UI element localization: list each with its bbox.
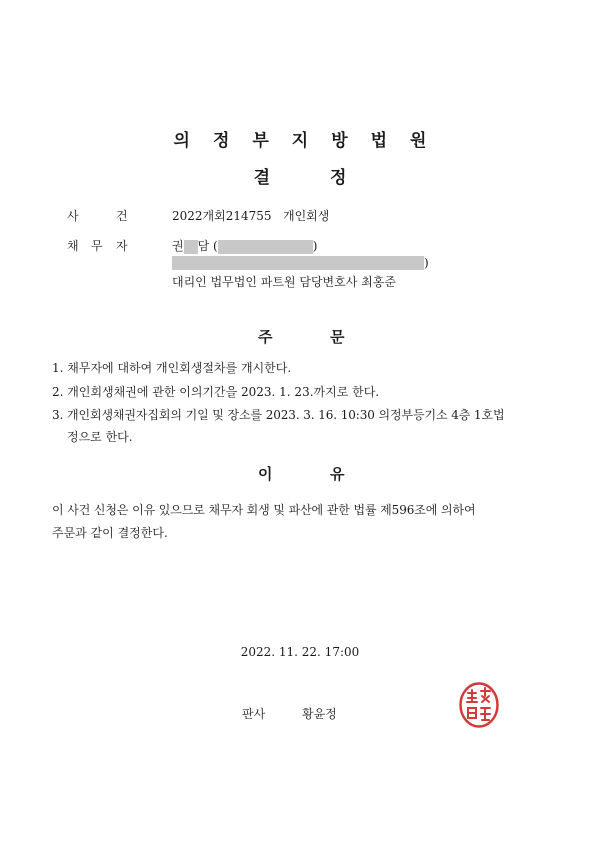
name-redaction — [184, 240, 198, 254]
id-redaction — [218, 240, 313, 254]
judge-title: 판사 — [242, 707, 266, 721]
reason-text: 이 사건 신청은 이유 있으므로 채무자 회생 및 파산에 관한 법률 제596조에 의하여 — [52, 503, 476, 517]
address-close-paren: ) — [424, 256, 429, 270]
judge-seal-icon — [459, 682, 499, 728]
case-type: 개인회생 — [283, 209, 330, 223]
debtor-label-2: 무 — [91, 239, 103, 253]
case-number-value: 2022개회214755 — [172, 209, 272, 223]
order-item: 1. 채무자에 대하여 개인회생절차를 개시한다. — [52, 361, 292, 375]
debtor-id-close-paren: ) — [312, 239, 318, 253]
court-name: 의정부지방법원 — [173, 131, 450, 151]
judge-name: 황윤정 — [302, 707, 337, 721]
order-item: 3. 개인회생채권자집회의 기일 및 장소를 2023. 3. 16. 10:30 의정부등기소 4층 1호법 — [52, 408, 505, 422]
debtor-label-1: 채 — [67, 239, 79, 253]
representative: 대리인 법무법인 파트원 담당변호사 최홍준 — [172, 275, 396, 289]
reason-text: 주문과 같이 결정한다. — [52, 526, 168, 540]
order-item: 2. 개인회생채권에 관한 이의기간을 2023. 1. 23.까지로 한다. — [52, 385, 380, 399]
debtor-id-open-paren: ( — [213, 239, 218, 253]
decision-date: 2022. 11. 22. 17:00 — [240, 645, 360, 659]
case-label-2: 건 — [116, 209, 128, 223]
debtor-label-3: 자 — [116, 239, 128, 253]
case-label-1: 사 — [67, 209, 79, 223]
debtor-name-first: 권 — [172, 239, 184, 253]
reason-heading-char-2: 유 — [330, 465, 345, 483]
case-number — [172, 208, 329, 224]
order-heading-char-1: 주 — [258, 328, 273, 346]
order-heading-char-2: 문 — [330, 328, 345, 346]
debtor-name-last: 담 — [197, 239, 210, 253]
document-type: 결정 — [253, 168, 407, 188]
debtor-name — [172, 238, 317, 254]
reason-heading-char-1: 이 — [258, 465, 273, 483]
order-item-continuation: 정으로 한다. — [67, 430, 133, 444]
address-redaction — [172, 256, 424, 270]
